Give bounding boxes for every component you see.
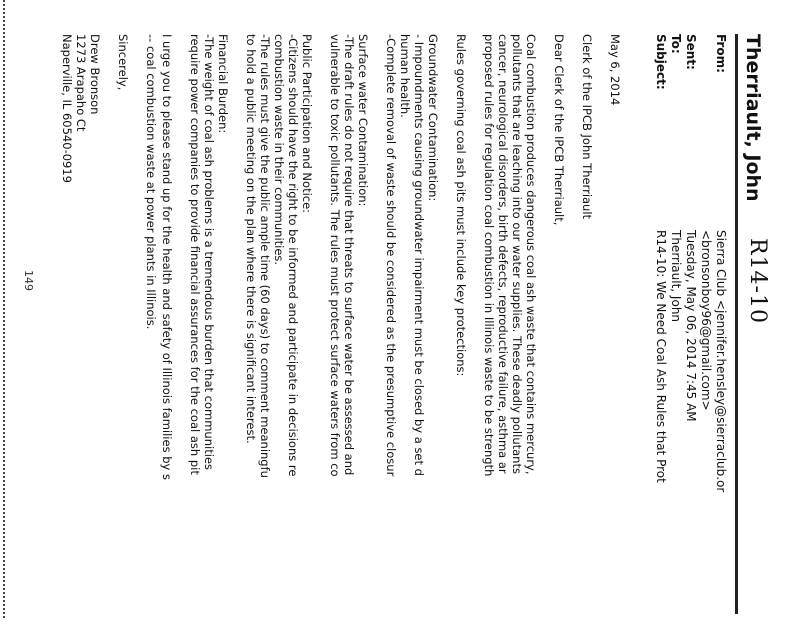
header-subject-label: Subject: [654,34,668,90]
financial-burden-line: Financial Burden: [216,34,230,134]
letter-body [46,34,622,634]
surface-water-line: Surface water Contamination: [356,34,370,207]
financial-burden-tail: -- coal combustion waste at power plants in Illinois. [144,34,158,330]
surface-water-line: vulnerable to toxic pollutants. The rules must protect surface waters from co [328,34,342,477]
public-participation-line: -The rules must give the public ample time (60 days) to comment meaningfu [258,34,272,478]
letter-date: May 6, 2014 [608,34,622,106]
letter-salutation: Dear Clerk of the IPCB Therriault, [552,34,566,226]
intro-line: pollutants that are leaching into our water supplies. These deadly pollutants [510,34,524,474]
groundwater-line: human health. [398,34,412,118]
header-from-cont-value: <bronsonboy96@gmail.com> [699,230,713,411]
header-sent-value: Tuesday, May 06, 2014 7:45 AM [684,230,698,422]
intro-line: proposed rules for regulation coal combustion in Illinois waste to be strength [482,34,496,477]
financial-burden-section [188,34,230,634]
public-participation-line: -Citizens should have the right to be informed and participate in decisions re [286,34,300,477]
header-from-value: Sierra Club <jennifer.hensley@sierraclub.or [714,230,728,493]
groundwater-section [384,34,440,634]
scan-edge-dotted-line [3,0,5,618]
letter-recipient: Clerk of the IPCB John Therriault [580,34,594,220]
groundwater-line: - Impoundments causing groundwater impairment must be closed by a set d [412,34,426,476]
intro-line: cancer, neurological disorders, birth defects, reproductive failure, asthma ar [496,34,510,474]
financial-burden-line: -The weight of coal ash problems is a tremendous burden that communities [202,34,216,470]
sender-name: Therriault, John [742,34,764,202]
header-to-label: To: [669,34,683,54]
public-participation-line: combustion waste in their communities. [272,34,286,266]
closing: Sincerely, [116,34,130,91]
surface-water-line: -The draft rules do not require that threats to surface water be assessed and [342,34,356,476]
public-participation-line: to hold a public meeting on the plan where there is significant interest. [244,34,258,444]
signature-street: 1273 Arapaho Ct [74,34,88,132]
header-from-label: From: [714,34,728,73]
financial-burden-line: require power companies to provide financial assurances for the coal ash pit [188,34,202,475]
docket-stamp: R14-10 [745,238,770,324]
signature-city: Naperville, IL 60540-0919 [60,34,74,183]
page-number: 149 [22,270,35,291]
intro-line: Coal combustion produces dangerous coal ash waste that contains mercury, [524,34,538,475]
signature-block [60,34,102,634]
rules-line: Rules governing coal ash pits must include key protections: [454,34,468,377]
urge-line: I urge you to please stand up for the health and safety of Illinois families by s [160,34,174,480]
intro-paragraph [482,34,538,634]
surface-water-section [328,34,370,634]
signature-name: Drew Bronson [88,34,102,115]
header-divider [735,34,738,614]
header-to-value: Therriault, John [669,230,683,323]
public-participation-line: Public Participation and Notice: [300,34,314,214]
header-sent-label: Sent: [684,34,698,70]
public-participation-section [244,34,314,634]
groundwater-line: -Complete removal of waste should be considered as the presumptive closur [384,34,398,477]
groundwater-line: Groundwater Contamination: [426,34,440,202]
header-subject-value: R14-10: We Need Coal Ash Rules that Prot [654,230,668,483]
